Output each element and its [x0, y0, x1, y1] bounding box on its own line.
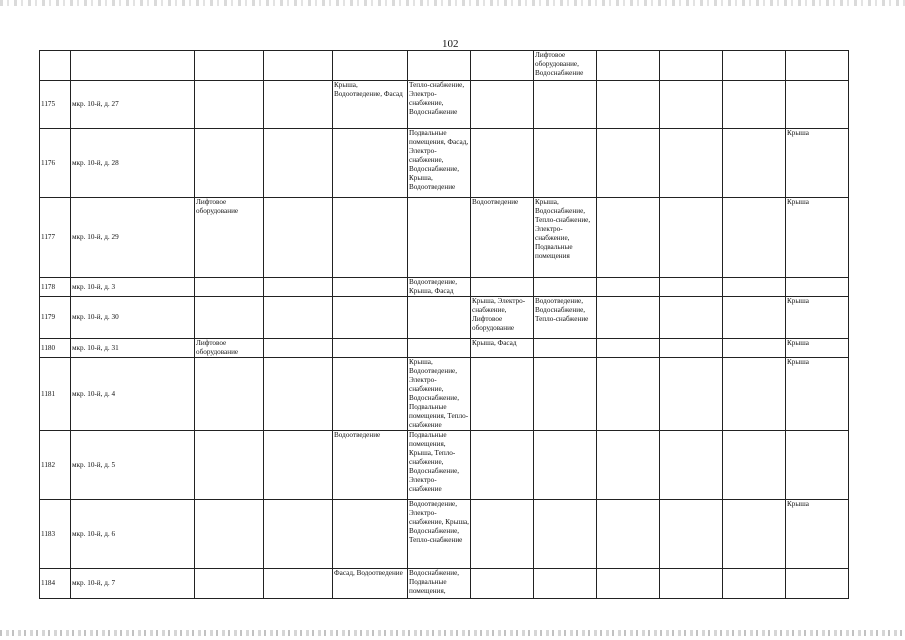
table-cell [408, 297, 471, 339]
row-number-cell: 1177 [40, 198, 71, 278]
table-cell: Крыша [786, 129, 849, 198]
address-cell: мкр. 10-й, д. 6 [71, 500, 195, 569]
table-cell [660, 198, 723, 278]
table-cell [195, 81, 264, 129]
table-cell [660, 278, 723, 297]
table-cell: Водоотведение, Крыша, Фасад [408, 278, 471, 297]
address-cell: мкр. 10-й, д. 3 [71, 278, 195, 297]
table-cell [471, 81, 534, 129]
table-cell [597, 198, 660, 278]
table-cell [264, 500, 333, 569]
address-cell: мкр. 10-й, д. 31 [71, 339, 195, 358]
row-number-cell: 1181 [40, 358, 71, 431]
table-row [40, 297, 849, 339]
table-cell [597, 500, 660, 569]
table-cell [333, 278, 408, 297]
table-cell [534, 431, 597, 500]
table-cell [597, 431, 660, 500]
table-cell [534, 278, 597, 297]
table-cell [597, 129, 660, 198]
table-cell [597, 339, 660, 358]
table-cell: Крыша [786, 339, 849, 358]
table-cell: Подвальные помещения, Крыша, Тепло-снабжение, Водоснабжение, Электро-снабжение [408, 431, 471, 500]
table-cell [333, 51, 408, 81]
table-row [40, 51, 849, 81]
table-cell: Водоснабжение, Подвальные помещения, [408, 569, 471, 599]
table-cell [471, 51, 534, 81]
table-cell [195, 278, 264, 297]
table-cell [534, 129, 597, 198]
table-cell [786, 81, 849, 129]
table-cell: Крыша, Водоснабжение, Тепло-снабжение, Электро-снабжение, Подвальные помещения [534, 198, 597, 278]
table-cell: Фасад, Водоотведение [333, 569, 408, 599]
row-number-cell: 1176 [40, 129, 71, 198]
row-number-cell: 1178 [40, 278, 71, 297]
table-cell [333, 339, 408, 358]
table-cell [264, 339, 333, 358]
table-cell: Крыша, Водоотведение, Электро-снабжение, Водоснабжение, Подвальные помещения, Тепло-снабжение [408, 358, 471, 431]
table-cell [723, 129, 786, 198]
table-cell [534, 81, 597, 129]
page-number: 102 [442, 38, 459, 50]
table-cell: Лифтовое оборудование, Водоснабжение [534, 51, 597, 81]
table-cell [597, 51, 660, 81]
table-cell [597, 278, 660, 297]
row-number-cell: 1182 [40, 431, 71, 500]
table-cell [723, 51, 786, 81]
table-cell [195, 569, 264, 599]
table-cell [40, 51, 71, 81]
table-cell [471, 278, 534, 297]
table-cell [597, 81, 660, 129]
table-cell [597, 569, 660, 599]
scan-noise-bottom [0, 630, 905, 636]
table-cell [660, 81, 723, 129]
table-cell [723, 81, 786, 129]
scan-noise-top [0, 0, 905, 6]
table-cell [408, 339, 471, 358]
table-cell [264, 569, 333, 599]
table-cell [723, 278, 786, 297]
address-cell: мкр. 10-й, д. 29 [71, 198, 195, 278]
table-cell: Водоотведение [471, 198, 534, 278]
table-cell [534, 500, 597, 569]
table-cell: Крыша [786, 198, 849, 278]
table-cell [195, 431, 264, 500]
row-number-cell: 1175 [40, 81, 71, 129]
table-cell [723, 358, 786, 431]
table-cell [660, 569, 723, 599]
table-cell [408, 198, 471, 278]
table-cell [471, 358, 534, 431]
table-cell [333, 129, 408, 198]
table-cell [723, 297, 786, 339]
table-cell [264, 129, 333, 198]
table-cell [333, 500, 408, 569]
table-cell [264, 198, 333, 278]
table-cell [264, 297, 333, 339]
table-cell [534, 358, 597, 431]
table-row [40, 500, 849, 569]
table-row [40, 358, 849, 431]
table-row [40, 339, 849, 358]
repair-schedule-table [39, 50, 849, 599]
table-cell [264, 358, 333, 431]
table-cell [471, 431, 534, 500]
table-cell: Крыша, Фасад [471, 339, 534, 358]
address-cell: мкр. 10-й, д. 30 [71, 297, 195, 339]
table-cell [71, 51, 195, 81]
table-cell: Крыша [786, 500, 849, 569]
table-cell: Лифтовое оборудование [195, 198, 264, 278]
table-cell [786, 431, 849, 500]
table-cell: Крыша [786, 297, 849, 339]
table-cell [723, 339, 786, 358]
table-cell [660, 500, 723, 569]
table-cell [660, 297, 723, 339]
address-cell: мкр. 10-й, д. 7 [71, 569, 195, 599]
table-cell: Водоотведение, Водоснабжение, Тепло-снабжение [534, 297, 597, 339]
table-cell [408, 51, 471, 81]
table-cell [264, 278, 333, 297]
table-cell [333, 297, 408, 339]
table-cell [597, 358, 660, 431]
table-cell: Крыша, Электро-снабжение, Лифтовое оборудование [471, 297, 534, 339]
table-cell [534, 339, 597, 358]
table-cell: Тепло-снабжение, Электро-снабжение, Водоснабжение [408, 81, 471, 129]
table-cell [786, 569, 849, 599]
table-cell [471, 129, 534, 198]
table-cell [195, 500, 264, 569]
table-cell [264, 81, 333, 129]
table-cell [333, 358, 408, 431]
table-cell [660, 129, 723, 198]
table-cell: Водоотведение, Электро-снабжение, Крыша, Водоснабжение, Тепло-снабжение [408, 500, 471, 569]
row-number-cell: 1183 [40, 500, 71, 569]
table-cell [195, 297, 264, 339]
table-cell [195, 51, 264, 81]
table-cell [264, 431, 333, 500]
table-cell [597, 297, 660, 339]
table-cell: Подвальные помещения, Фасад, Электро-снабжение, Водоснабжение, Крыша, Водоотведение [408, 129, 471, 198]
table-cell [786, 51, 849, 81]
table-cell [333, 198, 408, 278]
address-cell: мкр. 10-й, д. 27 [71, 81, 195, 129]
table-cell: Крыша, Водоотведение, Фасад [333, 81, 408, 129]
table-cell: Крыша [786, 358, 849, 431]
row-number-cell: 1184 [40, 569, 71, 599]
table-cell [471, 569, 534, 599]
table-cell [660, 358, 723, 431]
table-row [40, 198, 849, 278]
table-cell [786, 278, 849, 297]
table-cell [723, 198, 786, 278]
row-number-cell: 1180 [40, 339, 71, 358]
address-cell: мкр. 10-й, д. 4 [71, 358, 195, 431]
table-row [40, 129, 849, 198]
table-cell [660, 431, 723, 500]
table-cell [471, 500, 534, 569]
table-cell [195, 358, 264, 431]
table-row [40, 569, 849, 599]
table-cell [723, 569, 786, 599]
table-row [40, 81, 849, 129]
row-number-cell: 1179 [40, 297, 71, 339]
table-cell [660, 339, 723, 358]
address-cell: мкр. 10-й, д. 5 [71, 431, 195, 500]
table-cell: Водоотведение [333, 431, 408, 500]
address-cell: мкр. 10-й, д. 28 [71, 129, 195, 198]
table-cell [723, 500, 786, 569]
table-row [40, 278, 849, 297]
table-cell [534, 569, 597, 599]
table-cell [264, 51, 333, 81]
table-row [40, 431, 849, 500]
table-cell [195, 129, 264, 198]
table-cell [723, 431, 786, 500]
table-cell [660, 51, 723, 81]
table-cell: Лифтовое оборудование [195, 339, 264, 358]
